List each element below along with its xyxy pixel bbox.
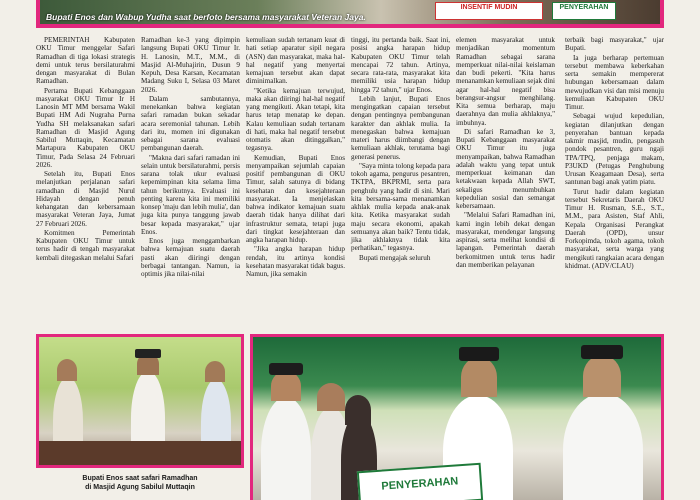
- bottom-left-caption: [36, 474, 244, 492]
- person-head: [271, 371, 301, 401]
- person-head: [461, 357, 497, 397]
- caption-line: di Masjid Agung Sabilul Muttaqin: [85, 484, 195, 491]
- penyerahan-plaque: PENYERAHAN: [357, 463, 483, 500]
- person-figure: [563, 393, 643, 500]
- paragraph: Enos juga menggambarkan bahwa kemajuan suatu daerah pasti akan diiringi dengan berbagai tantangan. Namun, ia optimis jika nilai-nilai: [141, 237, 240, 278]
- article-column-6: [565, 36, 664, 270]
- article-column-5: [456, 36, 555, 269]
- paragraph: "Melalui Safari Ramadhan ini, kami ingin lebih dekat dengan masyarakat, mendengar langsung aspirasi, serta melihat kondisi di lapangan. Pemerintah daerah berkomitmen untuk terus hadir dan memberikan pelayanan: [456, 211, 555, 269]
- top-photo: [36, 0, 664, 28]
- paragraph: Setelah itu, Bupati Enos melanjutkan perjalanan safari ramadhan di Masjid Nurul Hidayah dengan penuh kehangatan dan kebersamaan masyarakat Veteran Jaya, Jumat 27 Februari 2026.: [36, 170, 135, 228]
- paragraph: Bupati mengajak seluruh: [359, 253, 431, 262]
- person-head: [583, 355, 621, 397]
- paragraph: terbaik bagi masyarakat," ujar Bupati.: [565, 36, 664, 53]
- person-head: [317, 383, 345, 411]
- sign-penyerahan: PENYERAHAN: [552, 2, 616, 20]
- paragraph: elemen masyarakat untuk menjadikan momentum Ramadhan sebagai sarana memperkuat nilai-nilai keislaman dan budi pekerti. "Kita harus menanamkan kemuliaan sejak dini agar hal-hal negatif bisa berangsur-angsur menghilang. Kita semua berharap, maju daerahnya dan mulia akhlaknya," imbuhnya.: [456, 36, 555, 127]
- bottom-right-photo: [250, 334, 664, 500]
- person-figure: [261, 397, 311, 500]
- peci-hat: [459, 347, 499, 361]
- paragraph: Pertama Bupati Kebanggaan masyarakat OKU Timur Ir H Lanosin MT MM bersama Wakil Bupati HM Adi Nugraha Purna Yudha SH melaksanakan safari Ramadhan di Masjid Agung Sabilul Muttaqin, Kecamatan Martapura Kabupaten OKU Timur, Pada Selasa 24 Februari 2026.: [36, 86, 135, 169]
- paragraph: Kemudian, Bupati Enos menyampaikan sejumlah capaian positif pembangunan di OKU Timur, salah satunya di bidang kesehatan dan kesejahteraan masyarakat. Ia menjelaskan bahwa indikator kemajuan suatu daerah tidak hanya dilihat dari infrastruktur semata, tetapi juga dari tingkat kesejahteraan dan angka harapan hidup.: [246, 153, 345, 244]
- carpet: [39, 441, 241, 465]
- bottom-left-photo: [36, 334, 244, 468]
- sign-insentif: INSENTIF MUDIN: [435, 2, 543, 20]
- paragraph: Ramadhan ke-3 yang dipimpin langsung Bupati OKU Timur Ir. H. Lanosin, M.T., M.M., di Masjid Al-Muhajirin, Dusun 9 Kepuh, Desa Karsan, Kecamatan Madang Suku I, Selasa 03 Maret 2026.: [141, 36, 240, 94]
- paragraph: "Saya minta tolong kepada para tokoh agama, pengurus pesantren, TKTPA, BKPRMI, serta para penghulu yang hadir di sini. Mari kita bersama-sama menanamkan akhlak mulia kepada anak-anak kita. Ketika masyarakat sudah maju secara ekonomi, apakah semuanya akan baik? Tentu tidak, jika akhlaknya tidak kita perhatikan," tegasnya.: [351, 161, 450, 253]
- peci-hat: [581, 345, 623, 359]
- peci-hat: [269, 363, 303, 375]
- paragraph: Sebagai wujud kepedulian, kegiatan dilanjutkan dengan penyerahan bantuan kepada takmir masjid, mudin, pengasuh pondok pesantren, guru ngaji TPA/TPQ, penjaga makam, P3UKD (Petugas Penghubung Urusan Keagamaan Desa), serta santunan bagi anak yatim piatu.: [565, 112, 664, 187]
- top-photo-image: [40, 0, 660, 24]
- paragraph: tinggi, itu pertanda baik. Saat ini, posisi angka harapan hidup Kabupaten OKU Timur telah mencapai 72 tahun. Artinya, secara rata-rata, masyarakat kita memiliki usia harapan hidup hingga 72 tahun," ujar Enos.: [351, 36, 450, 94]
- top-photo-caption: Bupati Enos dan Wabup Yudha saat berfoto bersama masyarakat Veteran Jaya.: [46, 12, 366, 22]
- article-column-3: [246, 36, 345, 278]
- paragraph: PEMERINTAH Kabupaten OKU Timur menggelar Safari Ramadhan di tiga lokasi strategis demi untuk terus bersilaturahmi dengan masyarakat di Bulan Ramadhan.: [36, 36, 135, 86]
- article-column-1: [36, 36, 135, 262]
- article-column-4: [351, 36, 450, 262]
- paragraph: "Makna dari safari ramadan ini selain untuk bersilaturahmi, persis sarana tolak ukur evaluasi kepemimpinan kita selama lima tahun berikutnya. Evaluasi ini penting karena kita ini memiliki konsep 'maju dan lebih mulia', dan juga kita punya tanggung jawab besar kepada masyarakat," ujar Enos.: [141, 153, 240, 236]
- bottom-left-photo-image: [39, 337, 241, 465]
- bottom-right-photo-image: [253, 337, 661, 500]
- paragraph: Di safari Ramadhan ke 3, Bupati Kebanggaan masyarakat OKU Timur itu juga menyampaikan, bahwa Ramadhan adalah waktu yang tepat untuk memperkuat keimanan dan ketakwaan kepada Allah SWT, sekaligus menumbuhkan kepedulian sosial dan semangat kebersamaan.: [456, 127, 555, 210]
- person-head: [345, 395, 371, 425]
- paragraph: "Jika angka harapan hidup rendah, itu artinya kondisi kesehatan masyarakat tidak bagus. Namun, jika semakin: [246, 245, 345, 278]
- peci-hat: [135, 349, 161, 358]
- paragraph: kemuliaan sudah tertanam kuat di hati setiap aparatur sipil negara (ASN) dan masyarakat, maka hal-hal negatif yang menyertai kemajuan tersebut akan dapat diminimalkan.: [246, 36, 345, 86]
- paragraph: Dalam sambutannya, menekankan bahwa kegiatan safari ramadan bukan sekadar acara seremonial tahunan. Lebih dari itu, momen ini digunakan sebagai sarana evaluasi pembangunan daerah.: [141, 94, 240, 153]
- person-head: [205, 361, 225, 382]
- article-column-2: [141, 36, 240, 278]
- paragraph: Ia juga berharap pertemuan tersebut membawa keberkahan serta semakin mempererat hubungan kebersamaan dalam mewujudkan visi dan misi menuju kemuliaan Kabupaten OKU Timur.: [565, 53, 664, 111]
- person-head: [57, 359, 77, 381]
- caption-line: Bupati Enos saat safari Ramadhan: [82, 475, 198, 482]
- paragraph: Lebih lanjut, Bupati Enos mengingatkan capaian tersebut dengan pentingnya pembangunan karakter dan akhlak mulia. Ia menegaskan bahwa kemajuan materi harus diimbangi dengan kemuliaan akhlak, terutama bagi generasi penerus.: [351, 94, 450, 161]
- paragraph: Komitmen Pemerintah Kabupaten OKU Timur untuk terus hadir di tengah masyarakat kembali ditegaskan melalui Safari: [36, 228, 135, 262]
- paragraph: Turut hadir dalam kegiatan tersebut Sekretaris Daerah OKU Timur H. Rusman, S.E., S.T., M.M., para Asisten, Staf Ahli, Kepala Organisasi Perangkat Daerah (OPD), unsur Forkopimda, tokoh agama, tokoh masyarakat, serta warga yang mengikuti rangkaian acara dengan khidmat. (ADV/CLAU): [565, 187, 664, 270]
- paragraph: "Ketika kemajuan terwujud, maka akan diiringi hal-hal negatif yang mengikuti. Akan tetapi, kita harus tetap menatap ke depan. Kalau kemuliaan sudah tertanam di hati, maka hal negatif tersebut otomatis akan ditinggalkan," tegasnya.: [246, 86, 345, 153]
